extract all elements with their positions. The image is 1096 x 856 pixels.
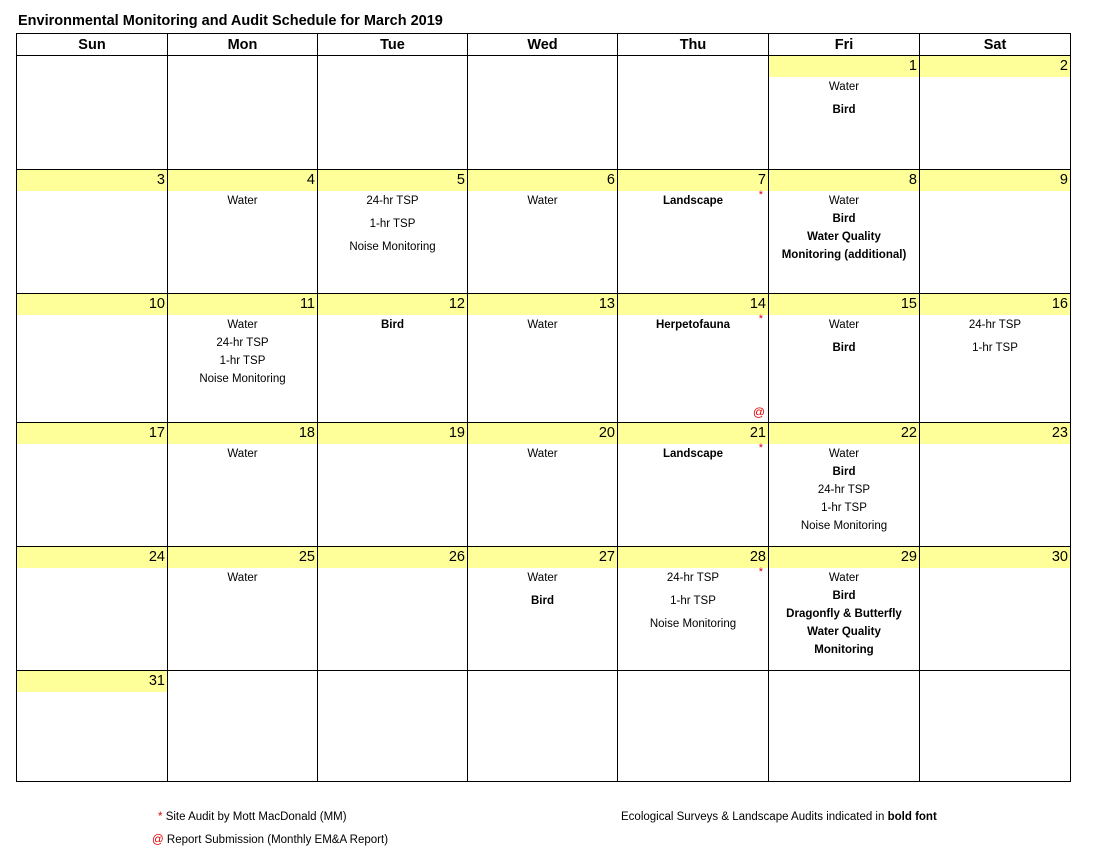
date-number: 11: [168, 294, 317, 315]
schedule-list: [17, 315, 167, 319]
date-number: 26: [318, 547, 467, 568]
site-audit-asterisk-icon: *: [758, 189, 763, 201]
weekday-fri: Fri: [769, 34, 920, 56]
day-cell-wed: [468, 547, 618, 671]
schedule-item: Water: [227, 319, 258, 331]
week-row: [17, 294, 1071, 423]
date-number: 12: [318, 294, 467, 315]
legend-bold-prefix: Ecological Surveys & Landscape Audits indicated in: [621, 811, 885, 823]
schedule-list: [769, 568, 919, 657]
schedule-list: [168, 315, 317, 386]
day-cell-mon: [168, 671, 318, 782]
week-row: [17, 423, 1071, 547]
report-at-icon: @: [752, 405, 765, 419]
week-row: [17, 547, 1071, 671]
day-cell-fri: [769, 423, 920, 547]
site-audit-asterisk-icon: *: [158, 811, 163, 823]
schedule-item: Bird: [531, 595, 554, 607]
date-number: 22: [769, 423, 919, 444]
day-cell-sat: [920, 547, 1071, 671]
site-audit-asterisk-icon: *: [758, 566, 763, 578]
schedule-item: Noise Monitoring: [349, 241, 436, 253]
schedule-item: Water: [828, 448, 860, 460]
schedule-item: Water: [227, 572, 258, 584]
date-number: 3: [17, 170, 167, 191]
day-cell-tue: [318, 56, 468, 170]
day-cell-sun: [17, 56, 168, 170]
schedule-item: 1-hr TSP: [219, 355, 266, 367]
day-cell-mon: [168, 423, 318, 547]
schedule-list: [618, 444, 768, 461]
weekday-mon: Mon: [168, 34, 318, 56]
schedule-list: [318, 315, 467, 332]
day-cell-mon: [168, 56, 318, 170]
legend-report-text: Report Submission (Monthly EM&A Report): [166, 834, 389, 846]
schedule-item: 24-hr TSP: [968, 319, 1022, 331]
site-audit-asterisk-icon: *: [758, 313, 763, 325]
date-number: 25: [168, 547, 317, 568]
schedule-item: 24-hr TSP: [666, 572, 720, 584]
day-cell-sat: [920, 170, 1071, 294]
schedule-list: [920, 315, 1070, 355]
day-cell-tue: [318, 294, 468, 423]
day-cell-thu: [618, 170, 769, 294]
day-cell-thu: [618, 423, 769, 547]
weekday-sun: Sun: [17, 34, 168, 56]
schedule-list: [618, 568, 768, 631]
schedule-list: [769, 191, 919, 262]
day-cell-fri: [769, 671, 920, 782]
day-cell-sun: [17, 170, 168, 294]
day-cell-sat: [920, 423, 1071, 547]
date-number: 18: [168, 423, 317, 444]
site-audit-asterisk-icon: *: [758, 442, 763, 454]
date-number: 8: [769, 170, 919, 191]
day-cell-tue: [318, 423, 468, 547]
date-number: 2: [920, 56, 1070, 77]
schedule-item: 24-hr TSP: [366, 195, 419, 207]
schedule-item: Water: [527, 195, 558, 207]
week-row: [17, 671, 1071, 782]
day-cell-tue: [318, 547, 468, 671]
schedule-item: Water: [828, 195, 860, 207]
date-number: 24: [17, 547, 167, 568]
day-cell-wed: [468, 423, 618, 547]
date-number: 4: [168, 170, 317, 191]
date-number: 9: [920, 170, 1070, 191]
date-number: 19: [318, 423, 467, 444]
week-row: [17, 170, 1071, 294]
weekday-thu: Thu: [618, 34, 769, 56]
schedule-list: [920, 444, 1070, 448]
schedule-list: [618, 315, 768, 332]
page-title: Environmental Monitoring and Audit Schedule for March 2019: [18, 13, 443, 29]
date-number: 23: [920, 423, 1070, 444]
day-cell-wed: [468, 56, 618, 170]
weekday-wed: Wed: [468, 34, 618, 56]
day-cell-mon: [168, 547, 318, 671]
weekday-sat: Sat: [920, 34, 1071, 56]
legend-report-submission: [152, 834, 388, 846]
day-cell-thu: [618, 547, 769, 671]
weekday-tue: Tue: [318, 34, 468, 56]
schedule-item: Water: [227, 195, 258, 207]
day-cell-fri: [769, 547, 920, 671]
day-cell-wed: [468, 170, 618, 294]
legend-bold-note: [621, 811, 937, 823]
schedule-list: [318, 191, 467, 254]
schedule-item: 24-hr TSP: [216, 337, 269, 349]
date-number: 7: [618, 170, 768, 191]
day-cell-sun: [17, 294, 168, 423]
schedule-item: Water: [828, 319, 860, 331]
day-cell-fri: [769, 294, 920, 423]
schedule-item: Noise Monitoring: [649, 618, 737, 630]
schedule-item: Monitoring: [814, 644, 874, 656]
schedule-item: 1-hr TSP: [670, 595, 716, 607]
schedule-item: Dragonfly & Butterfly: [786, 608, 902, 620]
schedule-item: Water Quality: [807, 231, 881, 243]
schedule-item: Noise Monitoring: [800, 520, 888, 532]
schedule-item: Bird: [832, 342, 856, 354]
schedule-item: 1-hr TSP: [972, 342, 1018, 354]
schedule-item: Bird: [381, 319, 404, 331]
day-cell-wed: [468, 671, 618, 782]
schedule-list: [17, 191, 167, 195]
date-number: 5: [318, 170, 467, 191]
date-number: 20: [468, 423, 617, 444]
schedule-list: [318, 444, 467, 448]
schedule-list: [468, 315, 617, 332]
legend-bold-word: bold: [887, 811, 912, 823]
weekday-header-row: [17, 34, 1071, 56]
schedule-list: [920, 191, 1070, 195]
day-cell-tue: [318, 170, 468, 294]
day-cell-sat: [920, 56, 1071, 170]
schedule-list: [769, 444, 919, 533]
day-cell-tue: [318, 671, 468, 782]
date-number: 29: [769, 547, 919, 568]
week-row: [17, 56, 1071, 170]
day-cell-thu: [618, 56, 769, 170]
day-cell-mon: [168, 294, 318, 423]
schedule-item: Noise Monitoring: [199, 373, 286, 385]
day-cell-mon: [168, 170, 318, 294]
date-number: 27: [468, 547, 617, 568]
schedule-list: [618, 191, 768, 208]
schedule-item: Landscape: [662, 448, 724, 460]
legend-bold-suffix: font: [915, 811, 937, 823]
schedule-item: Landscape: [662, 195, 724, 207]
date-number: 31: [17, 671, 167, 692]
day-cell-fri: [769, 170, 920, 294]
report-at-icon: @: [152, 834, 164, 846]
date-number: 17: [17, 423, 167, 444]
schedule-item: Bird: [832, 213, 856, 225]
date-number: 1: [769, 56, 919, 77]
schedule-item: Water: [527, 572, 558, 584]
date-number: 21: [618, 423, 768, 444]
schedule-item: Water Quality: [807, 626, 881, 638]
schedule-list: [17, 568, 167, 572]
date-number: 30: [920, 547, 1070, 568]
date-number: 15: [769, 294, 919, 315]
date-number: 13: [468, 294, 617, 315]
calendar-grid: [16, 33, 1071, 782]
day-cell-sat: [920, 294, 1071, 423]
date-number: 10: [17, 294, 167, 315]
schedule-item: Bird: [832, 466, 856, 478]
schedule-item: Water: [227, 448, 258, 460]
schedule-item: 1-hr TSP: [369, 218, 416, 230]
day-cell-thu: [618, 294, 769, 423]
schedule-item: Bird: [832, 104, 856, 116]
schedule-item: Water: [828, 572, 860, 584]
day-cell-sun: [17, 547, 168, 671]
schedule-list: [17, 692, 167, 696]
date-number: 16: [920, 294, 1070, 315]
day-cell-sun: [17, 423, 168, 547]
schedule-list: [168, 568, 317, 585]
schedule-item: Herpetofauna: [655, 319, 731, 331]
date-number: 14: [618, 294, 768, 315]
schedule-list: [468, 444, 617, 461]
legend-site-audit: [158, 811, 347, 823]
date-number: 6: [468, 170, 617, 191]
day-cell-fri: [769, 56, 920, 170]
schedule-item: Bird: [832, 590, 856, 602]
schedule-list: [920, 568, 1070, 572]
schedule-list: [920, 77, 1070, 81]
legend-site-audit-text: Site Audit by Mott MacDonald (MM): [165, 811, 347, 823]
day-cell-sun: [17, 671, 168, 782]
schedule-item: Water: [527, 319, 558, 331]
day-cell-wed: [468, 294, 618, 423]
schedule-list: [468, 568, 617, 608]
schedule-item: Monitoring (additional): [781, 249, 907, 261]
schedule-list: [318, 568, 467, 572]
schedule-item: Water: [828, 81, 860, 93]
schedule-item: Water: [527, 448, 558, 460]
day-cell-thu: [618, 671, 769, 782]
schedule-list: [168, 444, 317, 461]
schedule-list: [168, 191, 317, 208]
schedule-list: [769, 77, 919, 117]
schedule-list: [468, 191, 617, 208]
schedule-list: [769, 315, 919, 355]
day-cell-sat: [920, 671, 1071, 782]
date-number: 28: [618, 547, 768, 568]
schedule-item: 24-hr TSP: [817, 484, 871, 496]
schedule-list: [17, 444, 167, 448]
schedule-item: 1-hr TSP: [821, 502, 867, 514]
